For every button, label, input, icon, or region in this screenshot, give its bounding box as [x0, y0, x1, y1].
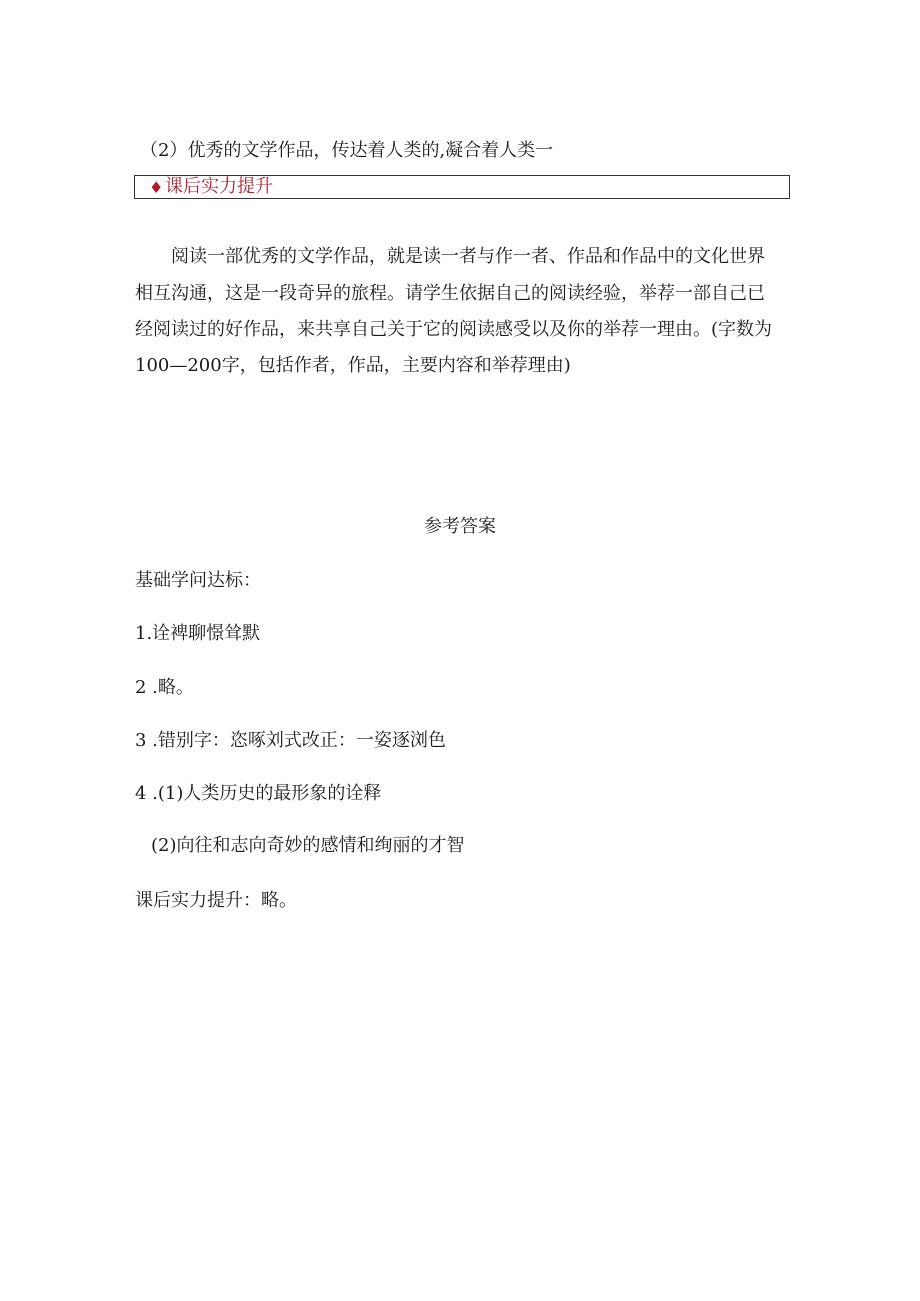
answer-item-3: 3 .错别字：恣啄刘式改正：一姿逐浏色 — [135, 730, 446, 751]
section-title: 课后实力提升 — [165, 176, 273, 197]
prompt-line-1: 阅读一部优秀的文学作品，就是读一者与作一者、作品和作品中的文化世界 — [171, 246, 765, 267]
prompt-line-3: 经阅读过的好作品，来共享自己关于它的阅读感受以及你的举荐一理由。(字数为 — [135, 319, 773, 340]
answer-item-2: 2 .略。 — [135, 677, 194, 698]
section-header-box — [134, 175, 790, 199]
answer-item-4: 4 .(1)人类历史的最形象的诠释 — [135, 783, 382, 804]
answer-item-1: 1.诠裨聊憬耸默 — [135, 623, 261, 644]
prompt-line-2: 相互沟通，这是一段奇异的旅程。请学生依据自己的阅读经验，举荐一部自己已 — [135, 283, 765, 304]
after-class-answer: 课后实力提升：略。 — [135, 890, 297, 911]
basic-knowledge-label: 基础学问达标： — [135, 570, 261, 591]
answer-item-4-sub: (2)向往和志向奇妙的感情和绚丽的才智 — [151, 835, 465, 856]
diamond-bullet-icon: ♦ — [149, 178, 164, 197]
prompt-line-4: 100—200字，包括作者，作品，主要内容和举荐理由) — [135, 355, 571, 376]
question-item-2: （2）优秀的文学作品，传达着人类的,凝合着人类一 — [140, 140, 554, 161]
answers-heading: 参考答案 — [424, 516, 496, 537]
